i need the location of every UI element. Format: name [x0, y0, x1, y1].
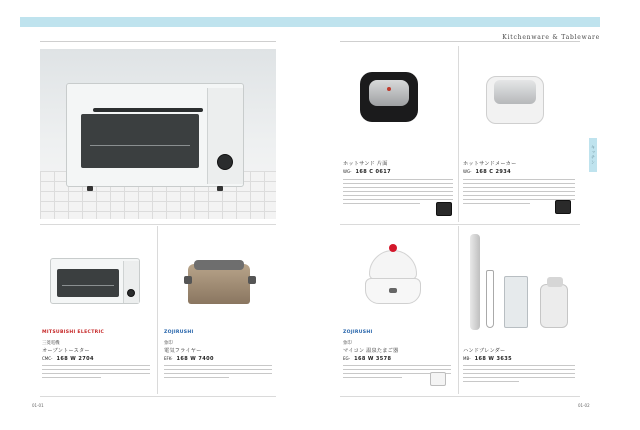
product-price-number: 168 W 3578 [354, 356, 392, 362]
brand-logo-zojirushi: ZOJIRUSHI [164, 330, 194, 335]
toaster-window [81, 114, 199, 168]
product-code: CMC- [42, 356, 53, 361]
product-code: WG- [343, 169, 352, 174]
accessory-thumbnail [430, 372, 446, 386]
product-description [343, 176, 453, 204]
fryer-lid [194, 260, 244, 270]
product-name: 電気フライヤー [164, 348, 202, 354]
product-name: ハンドブレンダー [463, 348, 506, 354]
product-maker: 象印 [164, 341, 173, 346]
toaster-knob [127, 289, 135, 297]
divider-right-mid [340, 224, 580, 225]
product-name: ホットサンド 片面 [343, 161, 388, 167]
product-code: MB- [463, 356, 471, 361]
egg-cooker-knob [389, 244, 397, 252]
divider-left-vertical [157, 226, 158, 394]
blender-chopper [540, 284, 568, 328]
product-price [343, 169, 391, 175]
section-title: Kitchenware & Tableware [502, 34, 600, 41]
sandwich-maker-lid [369, 80, 409, 106]
side-index-tab[interactable]: キッチン [589, 138, 597, 172]
product-description [164, 362, 272, 378]
top-rule-left [40, 41, 276, 42]
product-image-electric-fryer[interactable] [184, 260, 256, 304]
product-image-oven-toaster[interactable] [50, 258, 140, 304]
product-name: ホットサンドメーカー [463, 161, 517, 167]
product-image-hand-blender[interactable] [466, 234, 576, 334]
product-price-number: 168 C 0617 [355, 169, 392, 175]
blender-measuring-cup [504, 276, 528, 328]
brand-logo-mitsubishi: MITSUBISHI ELECTRIC [42, 330, 105, 335]
egg-cooker-button [389, 288, 397, 293]
brand-logo-zojirushi: ZOJIRUSHI [343, 330, 373, 335]
divider-left-mid [40, 224, 276, 225]
product-code: EFK- [164, 356, 173, 361]
product-maker: 象印 [343, 341, 352, 346]
product-price-number: 168 W 7400 [176, 356, 214, 362]
product-price-number: 168 C 2934 [475, 169, 512, 175]
product-image-egg-cooker[interactable] [363, 244, 423, 306]
divider-right-bottom [340, 396, 580, 397]
page-number-right: 01-02 [578, 403, 590, 408]
accessory-thumbnail [436, 202, 452, 216]
toaster-foot [217, 186, 223, 191]
product-price-number: 168 W 3635 [474, 356, 512, 362]
toaster-window [57, 269, 119, 297]
toaster-handle [93, 108, 203, 112]
product-price [463, 169, 511, 175]
sandwich-maker-lid [494, 80, 536, 104]
product-description [42, 362, 150, 378]
accessory-thumbnail [555, 200, 571, 214]
product-maker: 三菱電機 [42, 341, 60, 346]
blender-whisk [486, 270, 494, 328]
fryer-body [188, 264, 250, 304]
divider-right-vertical-top [458, 46, 459, 222]
fryer-handle [248, 276, 256, 284]
product-code: WG- [463, 169, 472, 174]
top-color-band [20, 17, 600, 27]
product-name: マイコン 温泉たまご器 [343, 348, 399, 354]
divider-right-vertical-bottom [458, 226, 459, 394]
product-image-sandwich-maker-white[interactable] [486, 72, 544, 126]
product-description [463, 362, 575, 382]
product-price-number: 168 W 2704 [56, 356, 94, 362]
product-name: オーブントースター [42, 348, 90, 354]
page-number-left: 01-01 [32, 403, 44, 408]
blender-stick [470, 234, 480, 330]
toaster-knob [217, 154, 233, 170]
fryer-handle [184, 276, 192, 284]
product-image-sandwich-maker-black[interactable] [360, 72, 418, 122]
top-rule-right [340, 41, 580, 42]
hero-photo [40, 49, 276, 219]
hero-toaster [66, 83, 244, 187]
product-code: EG- [343, 356, 351, 361]
toaster-foot [87, 186, 93, 191]
power-lamp-icon [387, 87, 391, 91]
divider-left-bottom [40, 396, 276, 397]
egg-cooker-lid [369, 250, 417, 280]
